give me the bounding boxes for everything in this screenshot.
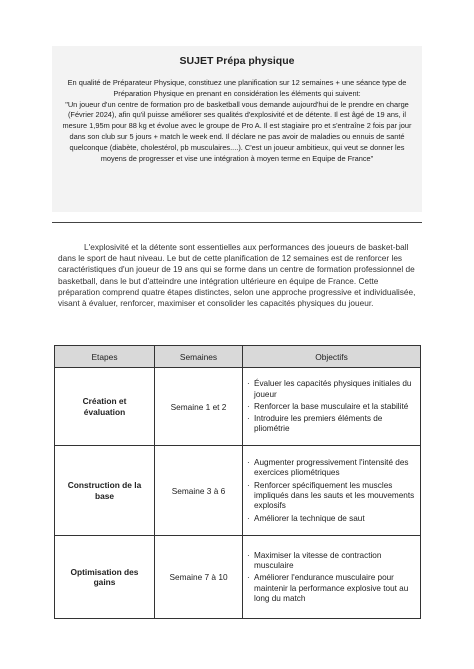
header-objectifs: Objectifs (243, 346, 421, 368)
objective-text: Améliorer la technique de saut (254, 513, 365, 523)
objective-text: Introduire les premiers éléments de pliométrie (254, 414, 383, 434)
objective-text: Améliorer l'endurance musculaire pour maintenir la performance explosive tout au long du match (254, 573, 409, 603)
horizontal-divider (52, 222, 422, 223)
objective-item (247, 573, 416, 604)
objective-item (247, 402, 416, 412)
bullet: · (247, 458, 250, 468)
etape-cell: Optimisation des gains (55, 536, 155, 619)
objective-item (247, 414, 416, 435)
semaine-cell: Semaine 7 à 10 (155, 536, 243, 619)
objective-text: Maximiser la vitesse de contraction musculaire (254, 550, 382, 571)
objective-item (247, 481, 416, 512)
bullet: · (247, 401, 250, 411)
semaine-cell: Semaine 1 et 2 (155, 368, 243, 446)
objective-item (247, 379, 416, 400)
objectifs-cell (243, 446, 421, 536)
table-header-row (55, 346, 421, 368)
subject-box (52, 46, 422, 212)
bullet: · (247, 414, 250, 424)
objective-text: Évaluer les capacités physiques initiales du joueur (254, 379, 412, 399)
semaine-cell: Semaine 3 à 6 (155, 446, 243, 536)
bullet: · (247, 379, 250, 389)
subject-quote: "Un joueur d'un centre de formation pro de basketball vous demande aujourd'hui de le prendre en charge (Février 2024), afin qu'il puisse améliorer ses qualités d'explosivité et de détente. Il est âgé de 19 ans, il mesure 1,95m pour 88 kg et évolue avec le groupe de Pro A. Il est stagiaire pro et s'entraîne 2 fois par jour dans son club sur 5 jours + match le week end. Il déclare ne pas avoir de maladies ou ennuis de santé quelconque (diabète, cholestérol, pb musculaires....). C'est un joueur ambitieux, qui veut se donner les moyens de progresser et vise une intégration à moyen terme en Equipe de France" (62, 99, 412, 163)
objective-item (247, 551, 416, 572)
objective-item (247, 514, 416, 524)
body-paragraph-text: L'explosivité et la détente sont essentielles aux performances des joueurs de basket-ball dans le sport de haut niveau. Le but de cette planification de 12 semaines est de renforcer les caractéristiques d'un joueur de 19 ans qui se forme dans un centre de formation professionnel de basketball, dans le but d'atteindre une intégration ultérieure en équipe de France. Cette préparation comprend quatre étapes distinctes, selon une approche progressive et individualisée, visant à évaluer, renforcer, maximiser et consolider les capacités physiques du joueur. (58, 242, 416, 309)
table-row (55, 368, 421, 446)
objective-text: Augmenter progressivement l'intensité des exercices pliométriques (254, 458, 409, 478)
etape-cell: Création et évaluation (55, 368, 155, 446)
bullet: · (247, 573, 250, 583)
planning-table (54, 345, 421, 619)
table-row (55, 536, 421, 619)
objectifs-cell (243, 368, 421, 446)
etape-cell: Construction de la base (55, 446, 155, 536)
bullet: · (247, 480, 250, 490)
bullet: · (247, 513, 250, 523)
header-etapes: Etapes (55, 346, 155, 368)
header-semaines: Semaines (155, 346, 243, 368)
objectifs-cell (243, 536, 421, 619)
subject-title: SUJET Prépa physique (179, 55, 295, 67)
objective-text: Renforcer la base musculaire et la stabilité (254, 401, 409, 411)
subject-intro: En qualité de Préparateur Physique, constituez une planification sur 12 semaines + une séance type de Préparation Physique en prenant en considération les éléments qui suivent: (67, 78, 407, 98)
body-paragraph (58, 242, 420, 309)
bullet: · (247, 550, 250, 560)
objective-text: Renforcer spécifiquement les muscles impliqués dans les sauts et les mouvements explosifs (254, 480, 415, 511)
table-row (55, 446, 421, 536)
objective-item (247, 458, 416, 479)
